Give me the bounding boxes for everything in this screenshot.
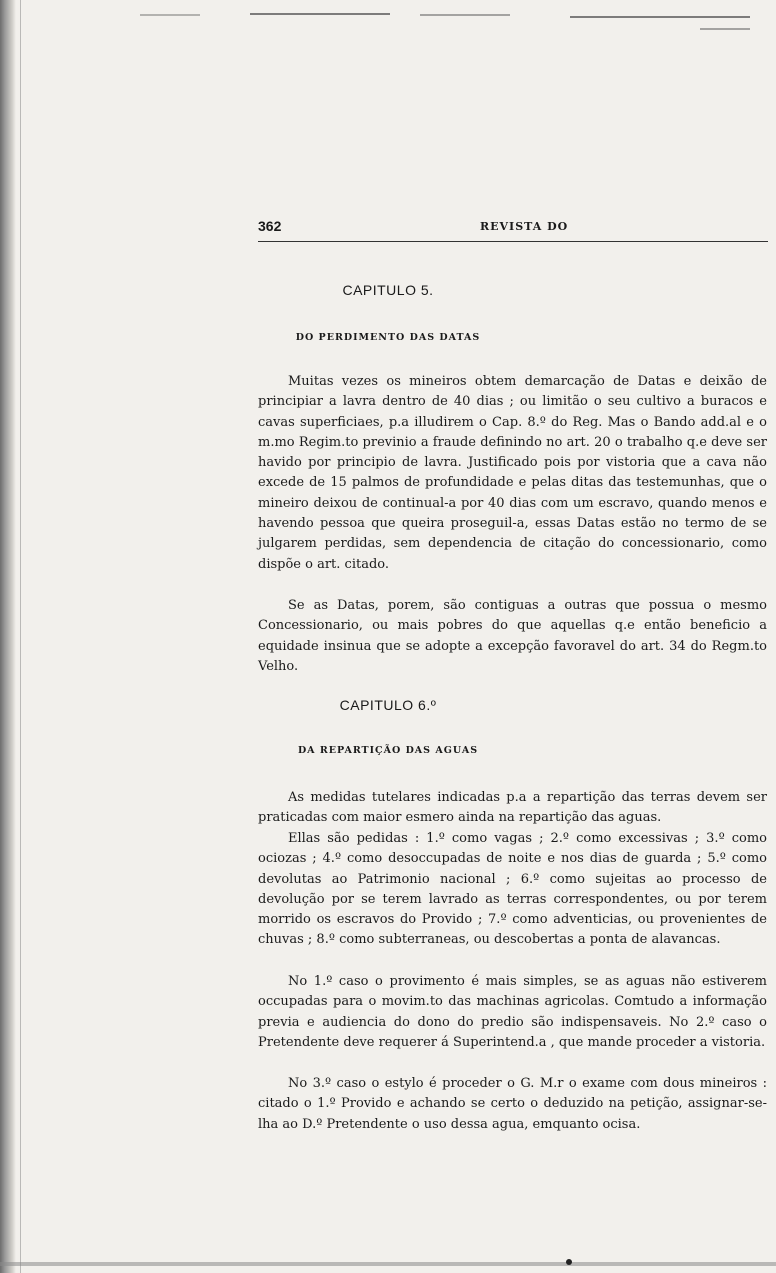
- chapter-5-paragraph-2: Se as Datas, porem, são contiguas a outras que possua o mesmo Concessionario, ou mais pobres do que aquellas q.e então beneficio a equidade insinua que se adopte a excepção favoravel do art. 34 do Regm.to Velho.: [258, 598, 767, 674]
- chapter-6-paragraph-4: No 3.º caso o estylo é proceder o G. M.r o exame com dous mineiros : citado o 1.º Provido e achando se certo o deduzido na petição, assignar-se-lha ao D.º Pretendente o uso dessa agua, emquanto ocisa.: [258, 1076, 767, 1132]
- chapter-5-heading: CAPITULO 5.: [342, 282, 434, 298]
- page-number: 362: [258, 218, 282, 234]
- scan-bottom-edge: [0, 1262, 776, 1266]
- scan-edge-line: [20, 0, 21, 1273]
- chapter-6-heading: CAPITULO 6.º: [339, 697, 437, 713]
- page-header: [258, 218, 768, 252]
- chapter-5-title: DO PERDIMENTO DAS DATAS: [295, 332, 481, 343]
- header-rule: [258, 241, 768, 242]
- chapter-6-paragraph-2: Ellas são pedidas : 1.º como vagas ; 2.º como excessivas ; 3.º como ociozas ; 4.º como desoccupadas de noite e nos dias de guarda ; 5.º como devolutas ao Patrimonio nacional ; 6.º como sujeitas ao processo de devolução por se terem lavrado as terras correspondentes, ou por terem morrido os escravos do Provido ; 7.º como adventicias, ou provenientes de chuvas ; 8.º como subterraneas, ou descobertas a ponta de alavancas.: [258, 831, 767, 948]
- scan-dot-mark: [566, 1259, 572, 1265]
- chapter-5-paragraph-1: Muitas vezes os mineiros obtem demarcação de Datas e deixão de principiar a lavra dentro de 40 dias ; ou limitão o seu cultivo a buracos e cavas superficiaes, p.a illudirem o Cap. 8.º do Reg. Mas o Bando add.al e o m.mo Regim.to previnio a fraude definindo no art. 20 o trabalho q.e deve ser havido por principio de lavra. Justificado pois por vistoria que a cava não excede de 15 palmos de profundidade e pelas ditas das testemunhas, que o mineiro deixou de continual-a por 40 dias com um escravo, quando menos e havendo pessoa que queira proseguil-a, essas Datas estão no termo de se julgarem perdidas, sem dependencia de citação do concessionario, como dispõe o art. citado.: [258, 374, 767, 572]
- chapter-6-title: DA REPARTIÇÃO DAS AGUAS: [297, 745, 479, 756]
- scan-top-marks: [140, 10, 760, 40]
- scan-binding-edge: [0, 0, 16, 1273]
- chapter-6-paragraph-3: No 1.º caso o provimento é mais simples, se as aguas não estiverem occupadas para o movim.to das machinas agricolas. Comtudo a informação previa e audiencia do dono do predio são indispensaveis. No 2.º caso o Pretendente deve requerer á Superintend.a , que mande proceder a vistoria.: [258, 974, 767, 1050]
- running-title: REVISTA DO: [480, 220, 569, 233]
- chapter-6-paragraph-1: As medidas tutelares indicadas p.a a repartição das terras devem ser praticadas com maior esmero ainda na repartição das aguas.: [258, 790, 767, 826]
